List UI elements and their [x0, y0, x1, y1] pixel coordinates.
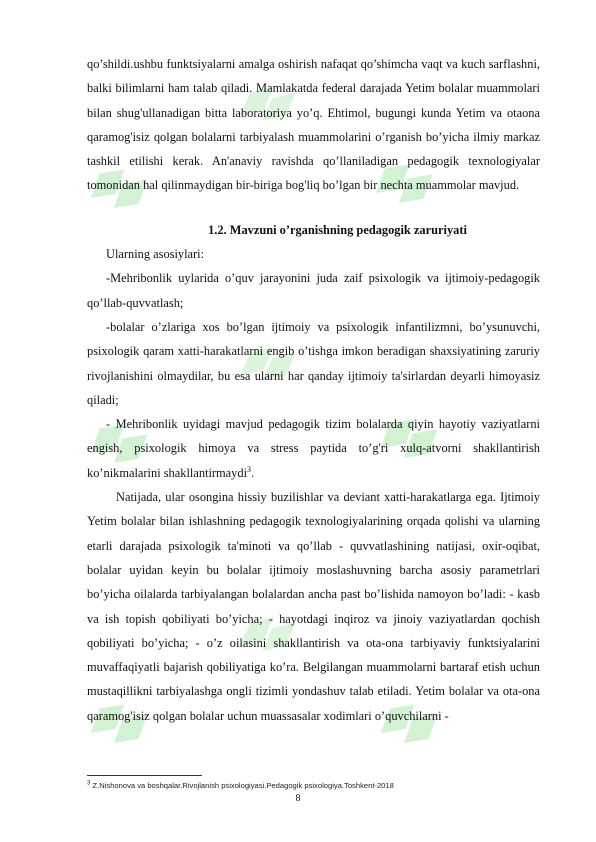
list-item-end: . [251, 465, 255, 480]
section-heading: 1.2. Mavzuni o’rganishning pedagogik zaruriyati [208, 222, 467, 237]
footnote-text: Z.Nishonova va boshqalar.Rivojlanish psixologiyasi.Pedagogik psixologiya.Toshkent-2018 [90, 781, 394, 790]
body-paragraph: Ularning asosiylari: [106, 247, 205, 262]
list-item: -Mehribonlik uylarida o’quv jarayonini juda zaif psixologik va ijtimoiy-pedagogik qo’llab-quvvatlash; [87, 271, 540, 310]
body-paragraph: qo’shildi.ushbu funktsiyalarni amalga oshirish nafaqat qo’shimcha vaqt va kuch sarflashni, balki bilimlarni ham talab qiladi. Mamlakatda federal darajada Yetim bolalar muammolari bilan shug'ullanadigan bitta laboratoriya yo’q. Ehtimol, bugungi kunda Yetim va otaona qaramog'isiz qolgan bolalarni tarbiyalash muammolarini o’rganish bo’yicha ilmiy markaz tashkil etilishi kerak. An'anaviy ravishda qo’llaniladigan pedagogik texnologiyalar tomonidan hal qilinmaydigan bir-biriga bog'liq bo’lgan bir nechta muammolar mavjud. [87, 57, 540, 193]
list-item-text: - Mehribonlik uyidagi mavjud pedagogik tizim bolalarda qiyin hayotiy vaziyatlarni engish, psixologik himoya va stress paytida to’g'ri xulq-atvorni shakllantirish ko’nikmalarini shakllantirmaydi [87, 417, 540, 480]
footnote-divider [87, 775, 202, 776]
page-body [87, 52, 540, 728]
list-item [87, 412, 540, 485]
footnote [87, 781, 394, 790]
footnote-mark: 3 [87, 780, 91, 787]
list-item: -bolalar o’zlariga xos bo’lgan ijtimoiy va psixologik infantilizmni, bo’ysunuvchi, psixologik qaram xatti-harakatlarni engib o’tishga imkon beradigan shaxsiyatining zaruriy rivojlanishini olmaydilar, bu esa ularni har qanday ijtimoiy ta'sirlardan deyarli himoyasiz qiladi; [87, 319, 540, 407]
footnote-reference: 3 [247, 464, 252, 474]
body-paragraph: Natijada, ular osongina hissiy buzilishlar va deviant xatti-harakatlarga ega. Ijtimoiy Yetim bolalar bilan ishlashning pedagogik texnologiyalarining orqada qolishi va ularning etarli darajada psixologik ta'minoti va qo’llab - quvvatlashining natijasi, oxir-oqibat, bolalar uyidan keyin bu bolalar ijtimoiy moslashuvning barcha asosiy parametrlari bo’yicha oilalarda tarbiyalangan bolalardan ancha past bo’lishida namoyon bo’ladi: - kasb va ish topish qobiliyati bo’yicha; - hayotdagi inqiroz va jinoiy vaziyatlardan qochish qobiliyati bo’yicha; - o’z oilasini shakllantirish va ota-ona tarbiyaviy funktsiyalarini muvaffaqiyatli bajarish qobiliyatiga ko’ra. Belgilangan muammolarni bartaraf etish uchun mustaqillikni tarbiyalashga ongli tizimli yondashuv talab etiladi. Yetim bolalar va ota-ona qaramog'isiz qolgan bolalar uchun muassasalar xodimlari o’quvchilarni - [87, 490, 540, 723]
page-number: 8 [295, 793, 301, 804]
